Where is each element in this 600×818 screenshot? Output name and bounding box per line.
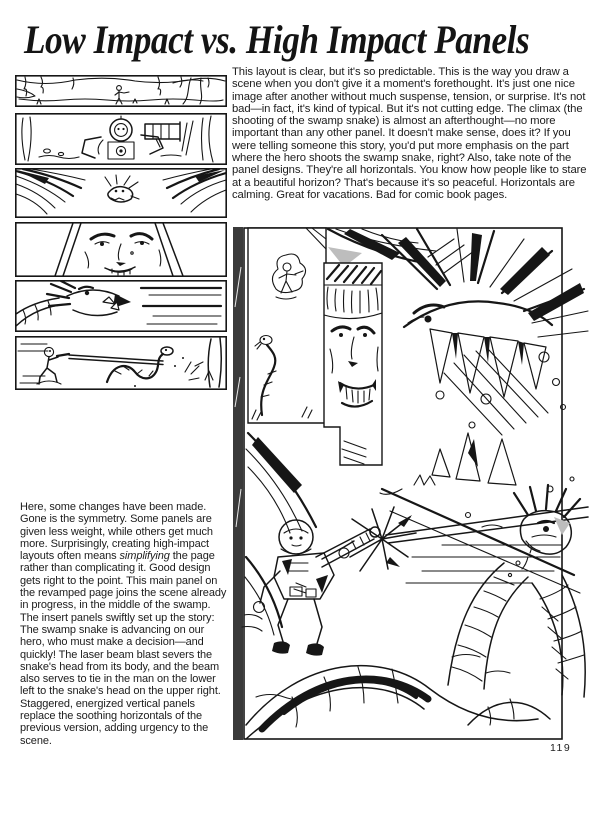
high-impact-layout-artwork xyxy=(232,227,590,740)
analysis-paragraph xyxy=(20,501,228,747)
left-border-strip xyxy=(233,227,243,740)
low-impact-panel-5 xyxy=(15,280,227,332)
analysis-text-after: the page rather than complicating it. Good design gets right to the point. This main panel on the revamped page joins the scene already in progress, in the middle of the swamp. The insert panels swiftly set up the story: The swamp snake is advancing on our hero, who must make a decision—and quickly! The laser beam blast severs the snake's head from its body, and the beam also serves to tie in the man on the lower left to the snake's head on the upper right. Staggered, energized vertical panels replace the soothing horizontals of the previous version, adding urgency to the scene. xyxy=(20,550,227,747)
insert-panel-walking-figure xyxy=(248,228,326,423)
low-impact-panel-2 xyxy=(15,113,227,165)
page-title: Low Impact vs. High Impact Panels xyxy=(24,17,530,62)
low-impact-panel-4 xyxy=(15,222,227,277)
analysis-text-before: Here, some changes have been made. Gone is the symmetry. Some panels are given less weight, while others get much more. Surprisingly, creating high-impact layouts often means xyxy=(20,501,213,563)
low-impact-layout-thumbnail xyxy=(15,75,227,390)
low-impact-panel-3 xyxy=(15,168,227,218)
page-number: 119 xyxy=(550,742,572,754)
emphasized-word: simplifying xyxy=(119,550,170,563)
low-impact-panel-1 xyxy=(15,75,227,107)
low-impact-panel-6 xyxy=(15,336,227,390)
intro-paragraph: This layout is clear, but it's so predictable. This is the way you draw a scene when you don't give it a moment's forethought. It's just one nice image after another without much suspense, tension, or surprise. It's not bad—in fact, it's kind of typical. But it's not cutting edge. The climax (the shooting of the swamp snake) is almost an afterthought—no more important than any other panel. It doesn't make sense, does it? If you were telling someone this story, you'd put more emphasis on the part where the hero shoots the swamp snake, right? Also, take note of the panel designs. They're all horizontals. You know how people like to stare at a beautiful horizon? That's because it's so peaceful. Horizontals are calming. Great for vacations. Bad for comic book pages. xyxy=(232,66,587,201)
